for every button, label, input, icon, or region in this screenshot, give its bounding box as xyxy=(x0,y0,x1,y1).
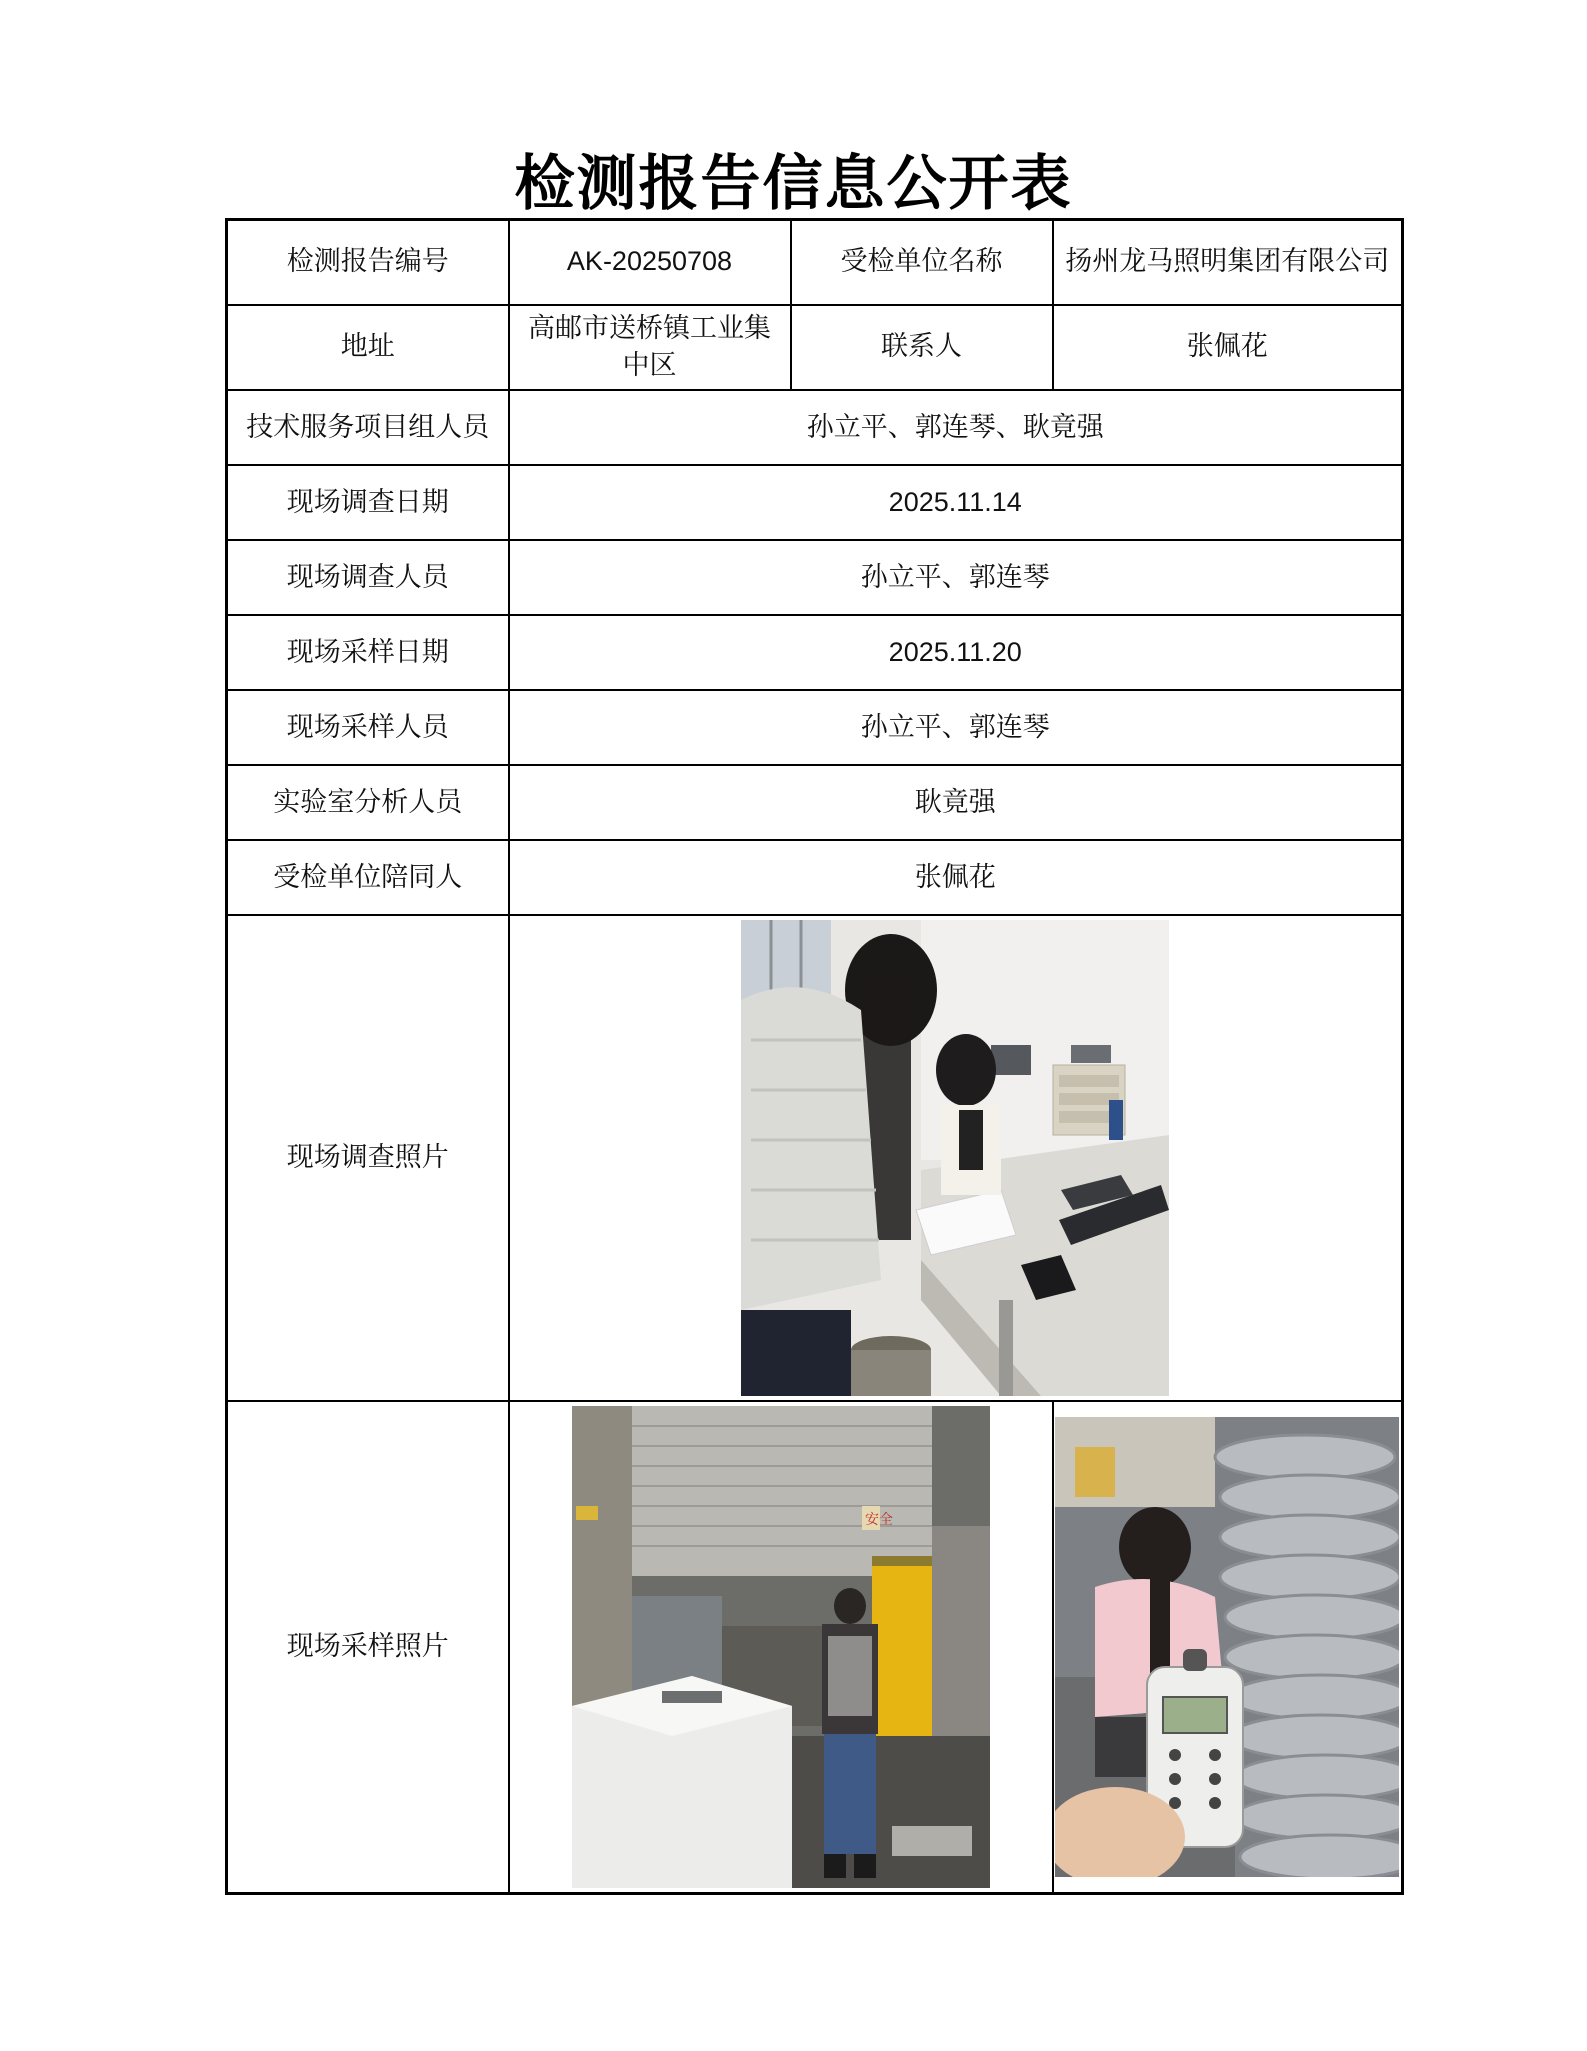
table-row xyxy=(227,305,1403,391)
table-row xyxy=(227,690,1403,765)
report-no-value: AK-20250708 xyxy=(509,220,791,305)
address-value: 高邮市送桥镇工业集中区 xyxy=(509,305,791,391)
report-info-table xyxy=(225,218,1404,1895)
survey-photo-label: 现场调查照片 xyxy=(227,915,509,1401)
table-row xyxy=(227,465,1403,540)
contact-label: 联系人 xyxy=(791,305,1053,391)
row-label: 实验室分析人员 xyxy=(227,765,509,840)
row-value: 孙立平、郭连琴 xyxy=(509,540,1403,615)
address-label: 地址 xyxy=(227,305,509,391)
unit-name-label: 受检单位名称 xyxy=(791,220,1053,305)
table-row xyxy=(227,840,1403,915)
table-row xyxy=(227,915,1403,1401)
page-title: 检测报告信息公开表 xyxy=(514,149,1073,219)
contact-value: 张佩花 xyxy=(1053,305,1403,391)
table-row xyxy=(227,220,1403,305)
table-row xyxy=(227,615,1403,690)
row-label: 技术服务项目组人员 xyxy=(227,390,509,465)
row-label: 受检单位陪同人 xyxy=(227,840,509,915)
report-no-label: 检测报告编号 xyxy=(227,220,509,305)
row-value: 孙立平、郭连琴、耿竟强 xyxy=(509,390,1403,465)
table-row xyxy=(227,765,1403,840)
survey-photo-cell xyxy=(509,915,1403,1401)
survey-photo-image xyxy=(741,920,1169,1396)
table-row xyxy=(227,1401,1403,1894)
sampling-photo-cell-right xyxy=(1053,1401,1403,1894)
row-value: 孙立平、郭连琴 xyxy=(509,690,1403,765)
sampling-photo-cell-left xyxy=(509,1401,1053,1894)
sampling-photo-2 xyxy=(1055,1417,1399,1877)
sampling-photo-2-image xyxy=(1055,1417,1399,1877)
survey-photo xyxy=(741,920,1169,1396)
row-label: 现场调查日期 xyxy=(227,465,509,540)
row-value: 2025.11.14 xyxy=(509,465,1403,540)
table-row xyxy=(227,540,1403,615)
row-value: 张佩花 xyxy=(509,840,1403,915)
row-value: 耿竟强 xyxy=(509,765,1403,840)
sampling-photo-label: 现场采样照片 xyxy=(227,1401,509,1894)
sampling-photo-1-image xyxy=(572,1406,990,1888)
row-label: 现场采样人员 xyxy=(227,690,509,765)
row-value: 2025.11.20 xyxy=(509,615,1403,690)
row-label: 现场调查人员 xyxy=(227,540,509,615)
table-row xyxy=(227,390,1403,465)
sign-text: 安全 xyxy=(864,1512,893,1529)
sampling-photo-1 xyxy=(572,1406,990,1888)
unit-name-value: 扬州龙马照明集团有限公司 xyxy=(1053,220,1403,305)
row-label: 现场采样日期 xyxy=(227,615,509,690)
